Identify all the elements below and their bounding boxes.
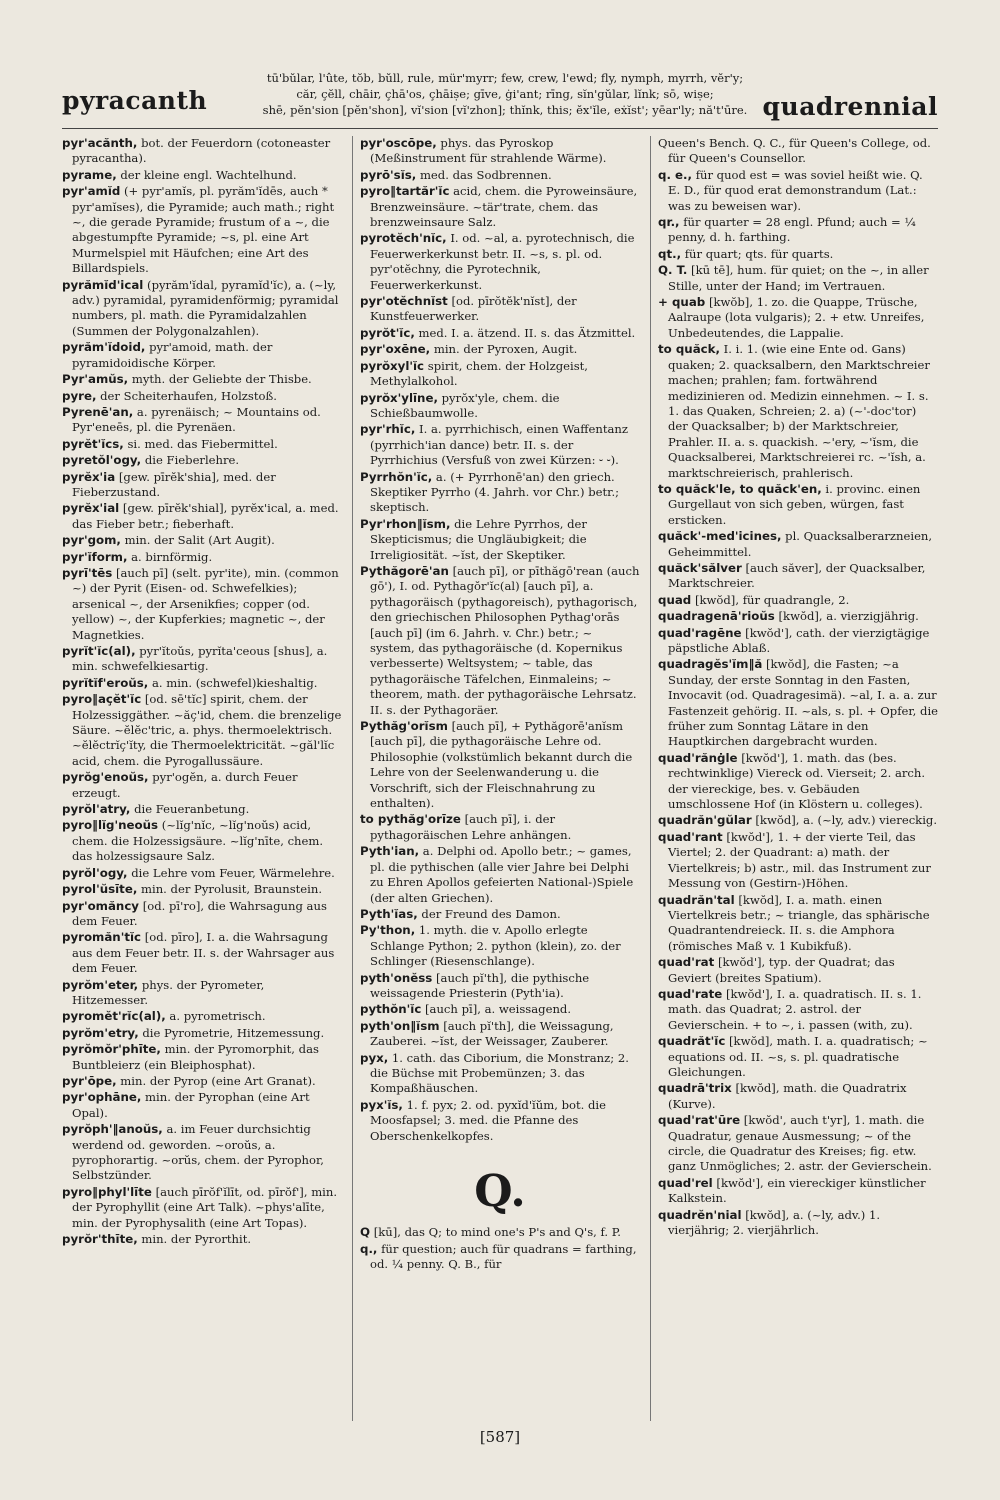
- entry-headword: quadrăt'ĭc: [658, 1034, 726, 1049]
- entry-headword: pyromĕt'rĭc(al),: [62, 1009, 166, 1024]
- entry-headword: pyrŏt'ĭc,: [360, 325, 415, 340]
- dictionary-entry: [658, 215, 938, 246]
- dictionary-entry: [658, 1176, 938, 1207]
- pronunciation-key-line: căr, çĕll, chāir, çhā'os, çhāiṣe; gīve, ġi'ant; rīng, sĭn'gŭlar, lĭnk; sō, wiṣe;: [296, 87, 714, 101]
- entry-headword: pyrŏg'enoŭs,: [62, 770, 149, 785]
- dictionary-entry: [658, 626, 938, 657]
- entry-headword: Pyth'ĭas,: [360, 906, 418, 921]
- entry-definition: pl. Quacksalberarzneien, Geheimmittel.: [668, 529, 933, 559]
- entry-definition: der kleine engl. Wachtelhund.: [120, 167, 297, 182]
- entry-definition: phys. der Pyrometer, Hitzemesser.: [72, 977, 265, 1007]
- entry-headword: pyr'omăncy: [62, 898, 140, 913]
- entry-definition: [kwŏd], math. die Quadratrix (Kurve).: [668, 1081, 907, 1111]
- entry-definition: [kwŏd], a. (~ly, adv.) viereckig.: [755, 813, 938, 828]
- entry-headword: pyrol'ŭsīte,: [62, 882, 138, 897]
- entry-headword: qt.,: [658, 246, 682, 261]
- entry-definition: pyr'ogĕn, a. durch Feuer erzeugt.: [72, 770, 298, 800]
- dictionary-entry: [62, 470, 342, 501]
- dictionary-entry: [360, 517, 640, 563]
- entry-headword: pyrŏl'ogy,: [62, 865, 128, 880]
- dictionary-entry: [62, 1122, 342, 1184]
- entry-definition: [auch pī], + Pythăgorē'anĭsm [auch pī], die pythagoräische Lehre od. Philosophie (volkstümlich bekannt durch die Lehre von der Seelenwanderung u. die Vorschrift, sich der Fleischnahrung zu enthalten).: [370, 719, 633, 811]
- entry-definition: die Fieberlehre.: [144, 453, 240, 468]
- entry-headword: pyromăn'tĭc: [62, 930, 141, 945]
- dictionary-entry: [658, 295, 938, 341]
- dictionary-entry: [62, 899, 342, 930]
- entry-headword: pyrămĭd'ical: [62, 277, 144, 292]
- dictionary-entry: [62, 644, 342, 675]
- entry-definition: min. der Pyrorthit.: [141, 1232, 252, 1247]
- entry-definition: [kwŏd], math. I. a. quadratisch; ~ equations od. II. ~s, s. pl. quadratische Gleichungen.: [668, 1034, 928, 1079]
- dictionary-entry: [360, 470, 640, 516]
- pronunciation-key: [205, 70, 805, 118]
- entry-definition: [kwŏd'], 1. math. das (bes. rechtwinklige) Viereck od. Vierseit; 2. arch. der viereckige, bes. v. Gebäuden umschlossene Hof (in Klöstern u. colleges).: [668, 750, 926, 812]
- dictionary-entry: [62, 802, 342, 817]
- entry-headword: pyth'onĕss: [360, 970, 433, 985]
- entry-headword: pyrĕx'ia: [62, 469, 116, 484]
- entry-headword: pyr'amĭd: [62, 184, 121, 199]
- dictionary-entry: [360, 391, 640, 422]
- header-rule: [62, 128, 938, 129]
- dictionary-entry: [62, 389, 342, 404]
- entry-definition: [kwŏd'], typ. der Quadrat; das Geviert (breites Spatium).: [668, 955, 895, 985]
- entry-headword: Pyth'ian,: [360, 844, 420, 859]
- dictionary-entry: [658, 751, 938, 813]
- entry-definition: I. od. ~al, a. pyrotechnisch, die Feuerwerkerkunst betr. II. ~s, s. pl. od. pyr'otĕchny, die Pyrotechnik, Feuerwerkerkunst.: [370, 231, 635, 292]
- dictionary-entry: [658, 1034, 938, 1080]
- entry-definition: [kwŏd], a. (~ly, adv.) 1. vierjährig; 2. vierjährlich.: [668, 1207, 881, 1238]
- dictionary-entry: [360, 326, 640, 341]
- dictionary-entry: [658, 1113, 938, 1175]
- entry-definition: [kwŏd], a. vierzigjährig.: [778, 609, 919, 624]
- dictionary-entry: [62, 1185, 342, 1231]
- entry-headword: pyr'oscōpe,: [360, 136, 437, 150]
- entry-headword: pyrō'sĭs,: [360, 167, 417, 182]
- dictionary-entry: [62, 437, 342, 452]
- entry-definition: der Freund des Damon.: [421, 906, 561, 921]
- entry-headword: Py'thon,: [360, 923, 416, 938]
- dictionary-entry: [62, 501, 342, 532]
- entry-headword: pyrŏx'ylīne,: [360, 390, 438, 405]
- entry-headword: qr.,: [658, 215, 680, 230]
- entry-definition: [auch pīrŏf'ĭlīt, od. pīrŏf'], min. der Pyrophyllit (eine Art Talk). ~phys'alīte, min. der Pyrophysalith (eine Art Topas).: [72, 1184, 338, 1230]
- entry-headword: pyro‖açĕt'ĭc: [62, 692, 142, 707]
- entry-definition: I. a. pyrrhichisch, einen Waffentanz (pyrrhich'ian dance) betr. II. s. der Pyrrhichius (Versfuß von zwei Kürzen: ⏑ ⏑).: [370, 422, 628, 468]
- entry-definition: spirit, chem. der Holzgeist, Methylalkohol.: [370, 358, 588, 389]
- entry-headword: pyro‖lĭg'neoŭs: [62, 818, 159, 833]
- entry-headword: quad'rate: [658, 986, 723, 1001]
- entry-definition: die Pyrometrie, Hitzemessung.: [142, 1025, 325, 1040]
- dictionary-entry: [658, 561, 938, 592]
- entry-headword: pyrame,: [62, 167, 117, 182]
- entry-definition: [kwŏd'], 1. + der vierte Teil, das Viertel; 2. der Quadrant: a) math. der Viertelkreis; b) astr., mil. das Instrument zur Messung von (Gestirn-)Höhen.: [668, 829, 931, 891]
- entry-definition: [kū], das Q; to mind one's P's and Q's, f. P.: [373, 1225, 621, 1240]
- dictionary-entry: [62, 184, 342, 276]
- entry-headword: pyrī'tēs: [62, 565, 113, 580]
- dictionary-entry: [658, 609, 938, 624]
- dictionary-entry: [360, 1225, 640, 1240]
- header-last-word: quadrennial: [762, 92, 938, 121]
- dictionary-entry: [658, 987, 938, 1033]
- dictionary-entry: [360, 136, 640, 167]
- entry-headword: quadrăn'gŭlar: [658, 813, 752, 828]
- entry-definition: si. med. das Fiebermittel.: [127, 436, 278, 451]
- entry-headword: pyr'oxēne,: [360, 342, 431, 357]
- entry-headword: Pyrenē'an,: [62, 404, 134, 419]
- dictionary-entry: [62, 866, 342, 881]
- entry-definition: [kwŏd', auch t'yr], 1. math. die Quadratur, genaue Ausmessung; ~ of the circle, die Quadratur des Kreises; fig. etw. ganz Unmögliches; 2. astr. der Gevierschein.: [668, 1113, 932, 1174]
- entry-headword: pyrŏph'‖anoŭs,: [62, 1122, 163, 1137]
- entry-definition: die Lehre vom Feuer, Wärmelehre.: [131, 865, 335, 880]
- dictionary-entry: [658, 482, 938, 528]
- entry-headword: Pythăg'orĭsm: [360, 719, 448, 734]
- entry-headword: pyr'ōpe,: [62, 1073, 117, 1088]
- entry-headword: quad'rant: [658, 829, 723, 844]
- dictionary-entry: [62, 533, 342, 548]
- entry-definition: [auch pĭ'th], die Weissagung, Zauberei. ~ĭst, der Weissager, Zauberer.: [370, 1018, 614, 1049]
- entry-headword: pyrĭtĭf'eroŭs,: [62, 675, 149, 690]
- entry-headword: Pythăgorē'an: [360, 563, 449, 578]
- entry-headword: pyrŏr'thīte,: [62, 1232, 138, 1247]
- entry-headword: quadrā'trix: [658, 1081, 732, 1096]
- entry-definition: pyrŏx'yle, chem. die Schießbaumwolle.: [370, 390, 560, 420]
- entry-definition: [kwŏb], 1. zo. die Quappe, Trüsche, Aalraupe (lota vulgaris); 2. + etw. Unreifes, Unbedeutendes, die Lappalie.: [668, 295, 925, 340]
- entry-headword: pyrŏmŏr'phīte,: [62, 1042, 161, 1057]
- entry-definition: pyr'ĭtoŭs, pyrĭta'ceous [shus], a. min. schwefelkiesartig.: [72, 644, 328, 674]
- dictionary-entry: [658, 893, 938, 955]
- entry-definition: min. der Salit (Art Augit).: [124, 533, 275, 548]
- dictionary-entry: [62, 372, 342, 387]
- dictionary-entry: [62, 882, 342, 897]
- entry-headword: pyrĕt'ĭcs,: [62, 436, 124, 451]
- entry-definition: a. pyrenäisch; ~ Mountains od. Pyr'eneēs, pl. die Pyrenäen.: [72, 404, 321, 435]
- entry-definition: i. provinc. einen Gurgellaut von sich geben, würgen, fast ersticken.: [668, 481, 921, 527]
- entry-definition: [gew. pīrĕk'shia], med. der Fieberzustand.: [72, 469, 276, 499]
- entry-definition: [od. pī'ro], die Wahrsagung aus dem Feuer.: [72, 898, 327, 928]
- entry-headword: quăck'-med'icines,: [658, 529, 782, 544]
- dictionary-entry: [360, 184, 640, 230]
- entry-headword: Pyr'rhon‖ĭsm,: [360, 516, 451, 531]
- entry-definition: min. der Pyrophan (eine Art Opal).: [72, 1090, 310, 1120]
- entry-definition: a. birnförmig.: [131, 549, 213, 564]
- dictionary-entry: [62, 978, 342, 1009]
- entry-definition: für quod est = was soviel heißt wie. Q. E. D., für quod erat demonstrandum (Lat.: was zu beweisen war).: [668, 167, 923, 213]
- dictionary-entry: [62, 676, 342, 691]
- entry-headword: pyth'on‖ĭsm: [360, 1018, 440, 1033]
- entry-definition: min. der Pyrolusit, Braunstein.: [141, 882, 323, 897]
- dictionary-entry: [658, 263, 938, 294]
- entry-headword: quad'ragēne: [658, 625, 742, 640]
- dictionary-entry: [62, 1090, 342, 1121]
- entry-definition: die Lehre Pyrrhos, der Skepticismus; die Ungläubigkeit; die Irreligiosität. ~ĭst, der Skeptiker.: [370, 516, 587, 562]
- entry-headword: q. e.,: [658, 167, 692, 182]
- dictionary-entry: [62, 818, 342, 864]
- entry-definition: [auch săver], der Quacksalber, Marktschreier.: [668, 560, 926, 591]
- entry-headword: pyr'otĕchnĭst: [360, 294, 448, 309]
- dictionary-entry: [658, 136, 938, 167]
- dictionary-entry: [360, 1002, 640, 1017]
- entry-definition: [auch pĭ'th], die pythische weissagende Priesterin (Pyth'ia).: [370, 970, 590, 1000]
- entry-definition: [od. pīrŏtĕk'nĭst], der Kunstfeuerwerker.: [370, 294, 577, 324]
- entry-headword: pyrŏl'atry,: [62, 802, 131, 817]
- entry-headword: pyx'ĭs,: [360, 1097, 403, 1112]
- column-2: [360, 136, 640, 1426]
- entry-headword: pyrotĕch'nĭc,: [360, 231, 447, 246]
- dictionary-entry: [658, 657, 938, 749]
- entry-headword: pyrŏm'eter,: [62, 977, 139, 992]
- dictionary-entry: [658, 1081, 938, 1112]
- entry-definition: min. der Pyromorphit, das Buntbleierz (ein Bleiphosphat).: [72, 1042, 319, 1072]
- section-letter: Q.: [474, 1166, 526, 1217]
- entry-headword: to quăck'le, to quăck'en,: [658, 481, 822, 496]
- dictionary-entry: [658, 529, 938, 560]
- pronunciation-key-line: shē, pĕn'sion [pĕn'shon], vĭ'sion [vĭ'zhon]; thĭnk, this; ĕx'ĭle, eẋĭst'; yēar'ly; nă't'ūre.: [262, 103, 748, 117]
- dictionary-entry: [658, 593, 938, 608]
- entry-headword: pyr'gom,: [62, 533, 121, 548]
- entry-definition: med. I. a. ätzend. II. s. das Ätzmittel.: [418, 325, 636, 340]
- entry-definition: [auch pī], i. der pythagoräischen Lehre anhängen.: [370, 812, 572, 842]
- dictionary-entry: [360, 422, 640, 468]
- entry-headword: to quăck,: [658, 342, 720, 357]
- entry-definition: 1. myth. die v. Apollo erlegte Schlange Python; 2. python (klein), zo. der Schlinger (Riesenschlange).: [370, 923, 621, 969]
- pronunciation-key-line: tū'bŭlar, l'ûte, tŏb, bŭll, rule, mür'myrr; few, crew, l'ewd; fly, nymph, myrrh, vĕr'y;: [266, 71, 744, 85]
- entry-headword: q.,: [360, 1241, 378, 1256]
- entry-headword: quadragĕs'ĭm‖ă: [658, 657, 763, 672]
- entry-headword: quad'rel: [658, 1175, 713, 1190]
- entry-definition: myth. der Geliebte der Thisbe.: [131, 372, 312, 387]
- entry-definition: a. pyrometrisch.: [169, 1009, 266, 1024]
- dictionary-entry: [62, 550, 342, 565]
- entry-definition: [kū tē], hum. für quiet; on the ~, in aller Stille, unter der Hand; im Vertrauen.: [668, 263, 929, 293]
- dictionary-entry: [360, 1051, 640, 1097]
- dictionary-entry: [62, 278, 342, 340]
- entry-headword: quadrĕn'nial: [658, 1207, 742, 1222]
- entry-definition: a. Delphi od. Apollo betr.; ~ games, pl. die pythischen (alle vier Jahre bei Delphi zu Ehren Apollos gefeierten National-)Spiele (der alten Griechen).: [370, 844, 634, 905]
- dictionary-entry: [62, 405, 342, 436]
- entry-headword: quăck'sălver: [658, 560, 742, 575]
- entry-definition: I. i. 1. (wie eine Ente od. Gans) quaken; 2. quacksalbern, den Marktschreier machen; prahlen; fam. fortwährend medizinieren od. Medizin einnehmen. ~ I. s. 1. das Quaken, Schreien; 2. a) (~'-doc'tor) der Quacksalber; b) der Marktschreier, Prahler. II. a. s. quackish. ~'ery, ~'ĭsm, die Quacksalberei, Marktschreierei rc. ~'ĭsh, a. marktschreierisch, prahlerisch.: [668, 342, 930, 480]
- entry-definition: für quarter = 28 engl. Pfund; auch = ¼ penny, d. h. farthing.: [668, 215, 916, 245]
- dictionary-entry: [360, 168, 640, 183]
- entry-definition: a. min. (schwefel)kieshaltig.: [151, 675, 318, 690]
- dictionary-entry: [62, 1232, 342, 1247]
- dictionary-entry: [62, 1009, 342, 1024]
- entry-definition: [od. pīro], I. a. die Wahrsagung aus dem Feuer betr. II. s. der Wahrsager aus dem Feuer.: [72, 930, 335, 976]
- entry-definition: [kwŏd], für quadrangle, 2.: [694, 592, 850, 607]
- dictionary-entry: [658, 342, 938, 481]
- dictionary-entry: [360, 1242, 640, 1273]
- entry-headword: pyrĕx'ial: [62, 501, 120, 516]
- dictionary-entry: [360, 907, 640, 922]
- entry-headword: pyretŏl'ogy,: [62, 453, 142, 468]
- dictionary-entry: [360, 719, 640, 811]
- entry-definition: [kwŏd], die Fasten; ~a Sunday, der erste Sonntag in den Fasten, Invocavit (od. Quadragesimä). ~al, I. a. a. zur Fastenzeit gehörig. II. ~als, s. pl. + Opfer, die früher zum Sonntag Lätare in den Hauptkirchen dargebracht wurden.: [668, 657, 938, 749]
- entry-headword: pyre,: [62, 388, 97, 403]
- entry-definition: a. (+ Pyrrhonē'an) den griech. Skeptiker Pyrrho (4. Jahrh. vor Chr.) betr.; skeptisch.: [370, 469, 620, 515]
- entry-headword: Pyr'amŭs,: [62, 372, 129, 387]
- entry-definition: bot. der Feuerdorn (cotoneaster pyracantha).: [72, 136, 331, 166]
- dictionary-entry: [62, 566, 342, 643]
- dictionary-entry: [360, 812, 640, 843]
- entry-definition: min. der Pyroxen, Augit.: [433, 342, 578, 357]
- dictionary-entry: [62, 1074, 342, 1089]
- dictionary-entry: [360, 564, 640, 718]
- entry-definition: (+ pyr'amĭs, pl. pyrăm'ĭdēs, auch * pyr'amĭses), die Pyramide; auch math.; right ~, die gerade Pyramide; frustum of a ~, die abgestumpfte Pyramide; ~s, pl. eine Art Murmelspiel mit Häufchen; eine Art des Billardspiels.: [72, 184, 335, 276]
- entry-definition: [od. sē'tĭc] spirit, chem. der Holzessiggäther. ~ăç'id, chem. die brenzelige Säure. ~ĕlĕc'tric, a. phys. thermoelektrisch. ~ĕlĕctrĭç'ĭty, die Thermoelektricität. ~găl'lĭc acid, chem. die Pyrogallussäure.: [72, 692, 342, 768]
- entry-definition: phys. das Pyroskop (Meßinstrument für strahlende Wärme).: [370, 136, 607, 166]
- entry-definition: der Scheiterhaufen, Holzstoß.: [100, 388, 277, 403]
- dictionary-entry: [658, 813, 938, 828]
- dictionary-entry: [360, 923, 640, 969]
- dictionary-entry: [360, 294, 640, 325]
- dictionary-entry: [360, 231, 640, 293]
- entry-headword: to pythăg'orīze: [360, 812, 461, 827]
- dictionary-entry: [360, 1098, 640, 1144]
- entry-headword: pyrăm'ĭdoid,: [62, 340, 146, 355]
- entry-headword: pyro‖phyl'līte: [62, 1184, 152, 1199]
- entry-definition: für question; auch für quadrans = farthing, od. ¼ penny. Q. B., für: [370, 1241, 637, 1272]
- entry-headword: pyr'acănth,: [62, 136, 138, 150]
- dictionary-entry: [360, 359, 640, 390]
- entry-headword: quad'rat'ūre: [658, 1113, 741, 1128]
- dictionary-entry: [62, 1026, 342, 1041]
- entry-definition: [auch pī] (selt. pyr'ite), min. (common ~) der Pyrit (Eisen- od. Schwefelkies); arsenical ~, der Arsenikfies; copper (od. yellow) ~, der Kupferkies; magnetic ~, der Magnetkies.: [72, 565, 339, 642]
- entry-columns: [62, 136, 938, 1426]
- page-number: [587]: [479, 1428, 521, 1446]
- entry-headword: Q. T.: [658, 263, 688, 278]
- entry-headword: quadrăn'tal: [658, 892, 735, 907]
- dictionary-entry: [360, 844, 640, 906]
- dictionary-entry: [658, 247, 938, 262]
- entry-headword: Pyrrhŏn'ĭc,: [360, 469, 433, 484]
- dictionary-entry: [62, 930, 342, 976]
- entry-headword: quadragenā'rioŭs: [658, 609, 775, 624]
- entry-definition: [kwŏd'], I. a. quadratisch. II. s. 1. math. das Quadrat; 2. astrol. der Gevierschein. + to ~, i. passen (with, zu).: [668, 986, 922, 1032]
- dictionary-entry: [360, 971, 640, 1002]
- dictionary-entry: [658, 955, 938, 986]
- entry-definition: [gew. pīrĕk'shial], pyrĕx'ical, a. med. das Fieber betr.; fieberhaft.: [72, 501, 339, 531]
- dictionary-entry: [62, 770, 342, 801]
- dictionary-entry: [360, 342, 640, 357]
- entry-definition: (pyrăm'ĭdal, pyramĭd'ĭc), a. (~ly, adv.) pyramidal, pyramidenförmig; pyramidal numbers, pl. math. die Pyramidalzahlen (Summen der Polygonalzahlen).: [72, 277, 339, 338]
- dictionary-entry: [62, 453, 342, 468]
- entry-definition: min. der Pyrop (eine Art Granat).: [120, 1073, 316, 1088]
- entry-definition: 1. f. pyx; 2. od. pyxĭd'ĭŭm, bot. die Moosfapsel; 3. med. die Pfanne des Oberschenkelkopfes.: [370, 1097, 606, 1143]
- dictionary-entry: [360, 1019, 640, 1050]
- entry-headword: pyr'ophāne,: [62, 1090, 142, 1105]
- entry-definition: 1. cath. das Ciborium, die Monstranz; 2. die Büchse mit Probemünzen; 3. das Kompaßhäuschen.: [370, 1050, 629, 1096]
- dictionary-entry: [658, 830, 938, 892]
- entry-definition: [kwŏd'], cath. der vierzigtägige päpstliche Ablaß.: [668, 625, 930, 655]
- entry-definition: [auch pī], a. weissagend.: [425, 1002, 572, 1017]
- dictionary-entry: [658, 1208, 938, 1239]
- entry-definition: [kwŏd], I. a. math. einen Viertelkreis betr.; ~ triangle, das sphärische Quadrantendreieck. II. s. die Amphora (römisches Maß v. 1 Kubikfuß).: [668, 892, 930, 953]
- entry-definition: [kwŏd'], ein viereckiger künstlicher Kalkstein.: [668, 1175, 926, 1206]
- entry-definition: pyr'amoid, math. der pyramidoidische Körper.: [72, 340, 273, 370]
- entry-headword: pyro‖tartăr'ĭc: [360, 184, 450, 199]
- entry-headword: quad: [658, 592, 692, 607]
- dictionary-entry: [62, 692, 342, 769]
- entry-headword: pyrĭt'ĭc(al),: [62, 644, 136, 658]
- entry-definition: [auch pī], or pīthăgō'rean (auch gō'), I. od. Pythagŏr'ĭc(al) [auch pī], a. pythagoräisch (pythagoreisch), pythagorisch, den griechischen Philosophen Pythag'orās [auch pī] (im 6. Jahrh. v. Chr.) betr.; ~ system, das pythagoräische (d. Kopernikus verbesserte) Weltsystem; ~ table, das pythagoräische Täfelchen, Einmaleins; ~ theorem, math. der pythagoräische Lehrsatz. II. s. der Pythagoräer.: [370, 563, 640, 717]
- entry-headword: quad'rănġle: [658, 750, 738, 765]
- entry-definition: med. das Sodbrennen.: [419, 167, 552, 182]
- entry-headword: + quab: [658, 295, 706, 310]
- entry-definition: für quart; qts. für quarts.: [684, 246, 834, 261]
- column-3: [658, 136, 938, 1426]
- dictionary-entry: [62, 168, 342, 183]
- entry-definition: acid, chem. die Pyroweinsäure, Brenzweinsäure. ~tär'trate, chem. das brenzweinsaure Salz.: [370, 184, 638, 230]
- header-first-word: pyracanth: [62, 86, 208, 115]
- entry-headword: pythŏn'ĭc: [360, 1002, 422, 1017]
- dictionary-entry: [62, 1042, 342, 1073]
- entry-headword: quad'rat: [658, 955, 715, 970]
- entry-definition: a. im Feuer durchsichtig werdend od. geworden. ~oroŭs, a. pyrophorartig. ~orŭs, chem. der Pyrophor, Selbstzünder.: [72, 1122, 324, 1183]
- entry-definition: die Feueranbetung.: [134, 802, 250, 817]
- dictionary-entry: [62, 340, 342, 371]
- entry-headword: pyr'ĭform,: [62, 549, 128, 564]
- entry-headword: Q: [360, 1225, 371, 1240]
- entry-definition: Queen's Bench. Q. C., für Queen's College, od. für Queen's Counsellor.: [658, 136, 931, 166]
- column-1: [62, 136, 342, 1426]
- entry-headword: pyr'rhĭc,: [360, 422, 416, 437]
- dictionary-entry: [658, 168, 938, 214]
- dictionary-entry: [62, 136, 342, 167]
- entry-headword: pyrŏm'etry,: [62, 1025, 139, 1040]
- entry-headword: pyx,: [360, 1050, 389, 1065]
- entry-headword: pyrŏxyl'ĭc: [360, 358, 425, 373]
- entry-definition: (~lĭg'nĭc, ~lĭg'noŭs) acid, chem. die Holzessigsäure. ~lĭg'nīte, chem. das holzessigsaure Salz.: [72, 818, 324, 864]
